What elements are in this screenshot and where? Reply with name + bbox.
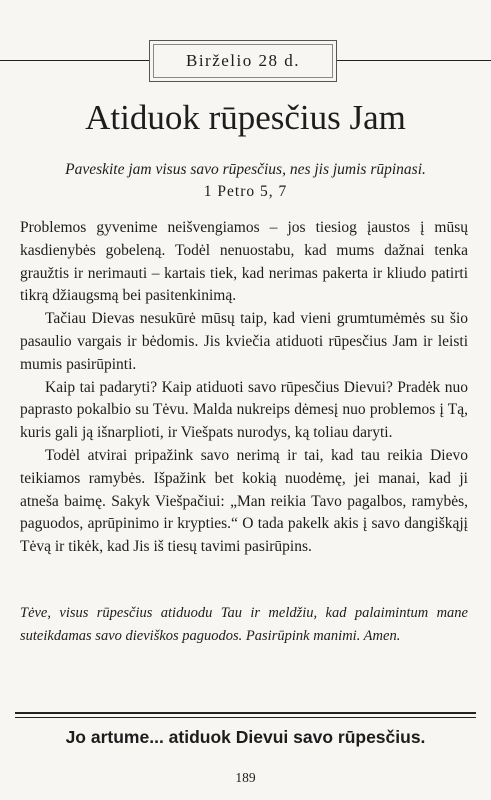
verse-reference: 1 Petro 5, 7 — [203, 183, 288, 200]
header-rule-right — [337, 60, 491, 61]
prayer: Tėve, visus rūpesčius atiduodu Tau ir meldžiu, kad palaimintum mane suteikdamas savo dieviškos paguodos. Pasirūpink manimi. Amen. — [20, 605, 468, 644]
header-rule-left — [0, 60, 149, 61]
page-title: Atiduok rūpesčius Jam — [85, 98, 406, 137]
paragraph: Todėl atvirai pripažink savo nerimą ir tai, kad tau reikia Dievo teikiamos ramybės. Išpažink bet kokią nuodėmę, jei manai, kad ji atneša baimę. Sakyk Viešpačiui: „Man reikia Tavo pagalbos, ramybės, paguodos, aprūpinimo ir krypties.“ O tada pakelk akis į savo dangiškąjį Tėvą ir tikėk, kad Jis iš tiesų tavimi pasirūpins. — [20, 446, 468, 556]
date-frame — [149, 40, 337, 82]
page-date: Birželio 28 d. — [185, 51, 300, 70]
devotional-text — [20, 217, 468, 559]
paragraph: Tačiau Dievas nesukūrė mūsų taip, kad vieni grumtumėmės su šio pasaulio vargais ir bėdomis. Jis kviečia atiduoti rūpesčius Jam ir leisti mumis pasirūpinti. — [20, 310, 468, 373]
footer-rule-thick — [15, 712, 476, 714]
paragraph: Kaip tai padaryti? Kaip atiduoti savo rūpesčius Dievui? Pradėk nuo paprasto pokalbio su Tėvu. Malda nukreips dėmesį nuo problemos į Tą, kuris gali ją išnarplioti, ir Viešpats nurodys, ką toliau daryti. — [20, 378, 468, 442]
footer-caption: Jo artume... atiduok Dievui savo rūpesčius. — [65, 727, 426, 747]
bible-verse: Paveskite jam visus savo rūpesčius, nes jis jumis rūpinasi. — [65, 161, 426, 178]
page-number: 189 — [235, 770, 256, 785]
footer-rule-thin — [15, 717, 476, 718]
paragraph: Problemos gyvenime neišvengiamos – jos tiesiog įaustos į mūsų kasdienybės gobeleną. Todėl nenuostabu, kad mums dažnai tenka graužtis ir nerimauti – kartais tiek, kad nerimas pakerta ir kliudo patirti tikrą džiaugsmą bei pasitenkinimą. — [20, 219, 468, 305]
